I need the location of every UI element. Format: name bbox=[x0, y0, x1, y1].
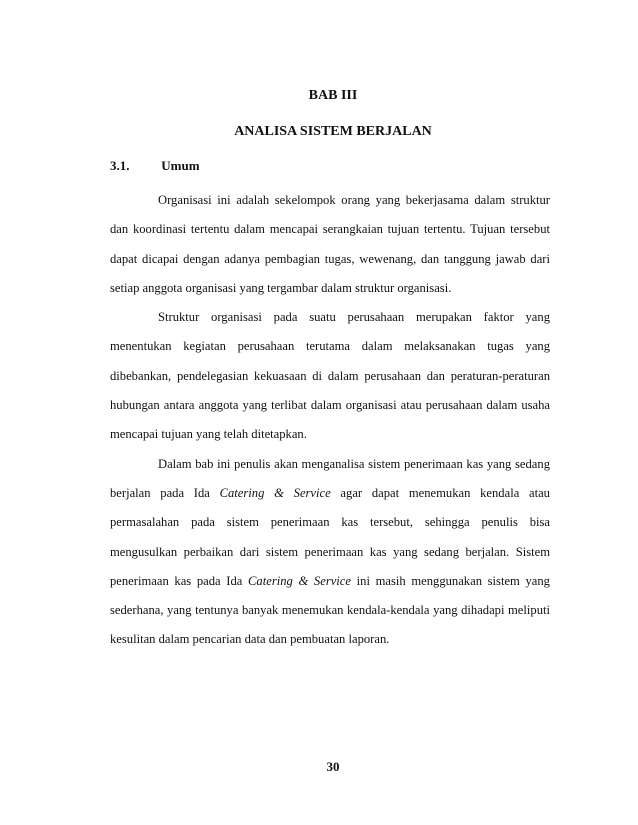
page-number: 30 bbox=[326, 759, 340, 774]
paragraph-3-text-a: Dalam bab ini penulis akan menganalisa sistem penerimaan kas yang sedang berjalan pada Ida bbox=[110, 456, 550, 500]
chapter-heading: BAB III bbox=[308, 88, 358, 103]
paragraph-2: Struktur organisasi pada suatu perusahaan merupakan faktor yang menentukan kegiatan perusahaan terutama dalam melaksanakan tugas yang dibebankan, pendelegasian kekuasaan di dalam perusahaan dan peraturan-peraturan hubungan antara anggota yang terlibat dalam organisasi atau perusahaan dalam usaha mencapai tujuan yang telah ditetapkan. bbox=[110, 310, 550, 442]
section-number: 3.1. bbox=[110, 158, 130, 173]
paragraph-3 bbox=[110, 450, 550, 655]
body-text bbox=[110, 186, 550, 655]
company-name-italic: Catering & Service bbox=[248, 573, 351, 588]
section-title: Umum bbox=[161, 158, 200, 173]
paragraph-3-text-c: ini masih menggunakan sistem yang sederhana, yang tentunya banyak menemukan kendala-kendala yang dihadapi meliputi kesulitan dalam pencarian data dan pembuatan laporan. bbox=[110, 573, 550, 647]
company-name-italic: Catering & Service bbox=[219, 485, 331, 500]
section-heading bbox=[110, 158, 200, 174]
paragraph-1: Organisasi ini adalah sekelompok orang yang bekerjasama dalam struktur dan koordinasi tertentu dalam mencapai serangkaian tujuan tertentu. Tujuan tersebut dapat dicapai dengan adanya pembagian tugas, wewenang, dan tanggung jawab dari setiap anggota organisasi yang tergambar dalam struktur organisasi. bbox=[110, 193, 550, 295]
chapter-title: ANALISA SISTEM BERJALAN bbox=[234, 124, 432, 139]
paragraph-3-text-b: agar dapat menemukan kendala atau permasalahan pada sistem penerimaan kas tersebut, sehingga penulis bisa mengusulkan perbaikan dari sistem penerimaan kas yang sedang berjalan. Sistem penerimaan kas pada Ida bbox=[110, 485, 550, 588]
